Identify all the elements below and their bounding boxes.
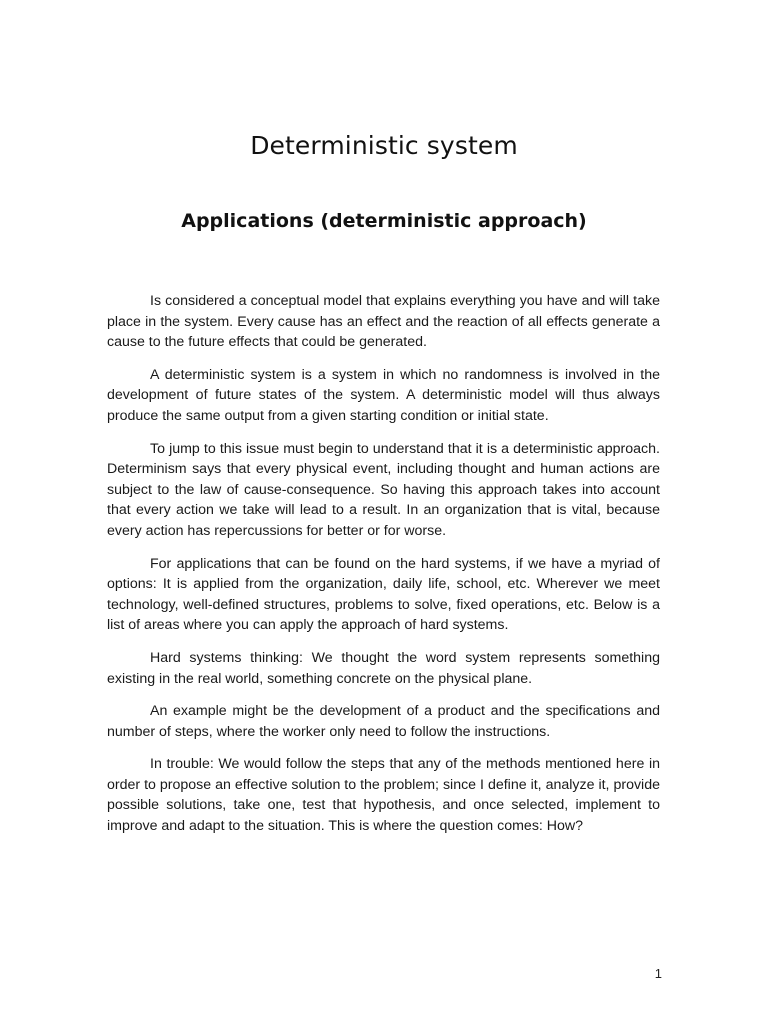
- paragraph: Hard systems thinking: We thought the word system represents something existing in the real world, something concrete on the physical plane.: [107, 649, 660, 687]
- paragraph: Is considered a conceptual model that explains everything you have and will take place in the system. Every cause has an effect and the reaction of all effects generate a cause to the future effects that could be generated.: [107, 293, 660, 351]
- paragraph: To jump to this issue must begin to understand that it is a deterministic approach. Determinism says that every physical event, including thought and human actions are subject to the law of cause-consequence. So having this approach takes into account that every action we take will lead to a result. In an organization that is vital, because every action has repercussions for better or for worse.: [107, 440, 660, 539]
- body-text: [107, 291, 660, 849]
- paragraph: In trouble: We would follow the steps that any of the methods mentioned here in order to propose an effective solution to the problem; since I define it, analyze it, provide possible solutions, take one, test that hypothesis, and once selected, implement to improve and adapt to the situation. This is where the question comes: How?: [107, 756, 660, 835]
- document-title: Deterministic system: [250, 131, 518, 160]
- paragraph: An example might be the development of a product and the specifications and number of steps, where the worker only need to follow the instructions.: [107, 703, 660, 740]
- paragraph: For applications that can be found on the hard systems, if we have a myriad of options: It is applied from the organization, daily life, school, etc. Wherever we meet technology, well-defined structures, problems to solve, fixed operations, etc. Below is a list of areas where you can apply the approach of hard systems.: [107, 555, 660, 634]
- paragraph: A deterministic system is a system in which no randomness is involved in the development of future states of the system. A deterministic model will thus always produce the same output from a given starting condition or initial state.: [107, 366, 660, 424]
- page-number: 1: [654, 966, 662, 981]
- section-heading: Applications (deterministic approach): [181, 210, 587, 232]
